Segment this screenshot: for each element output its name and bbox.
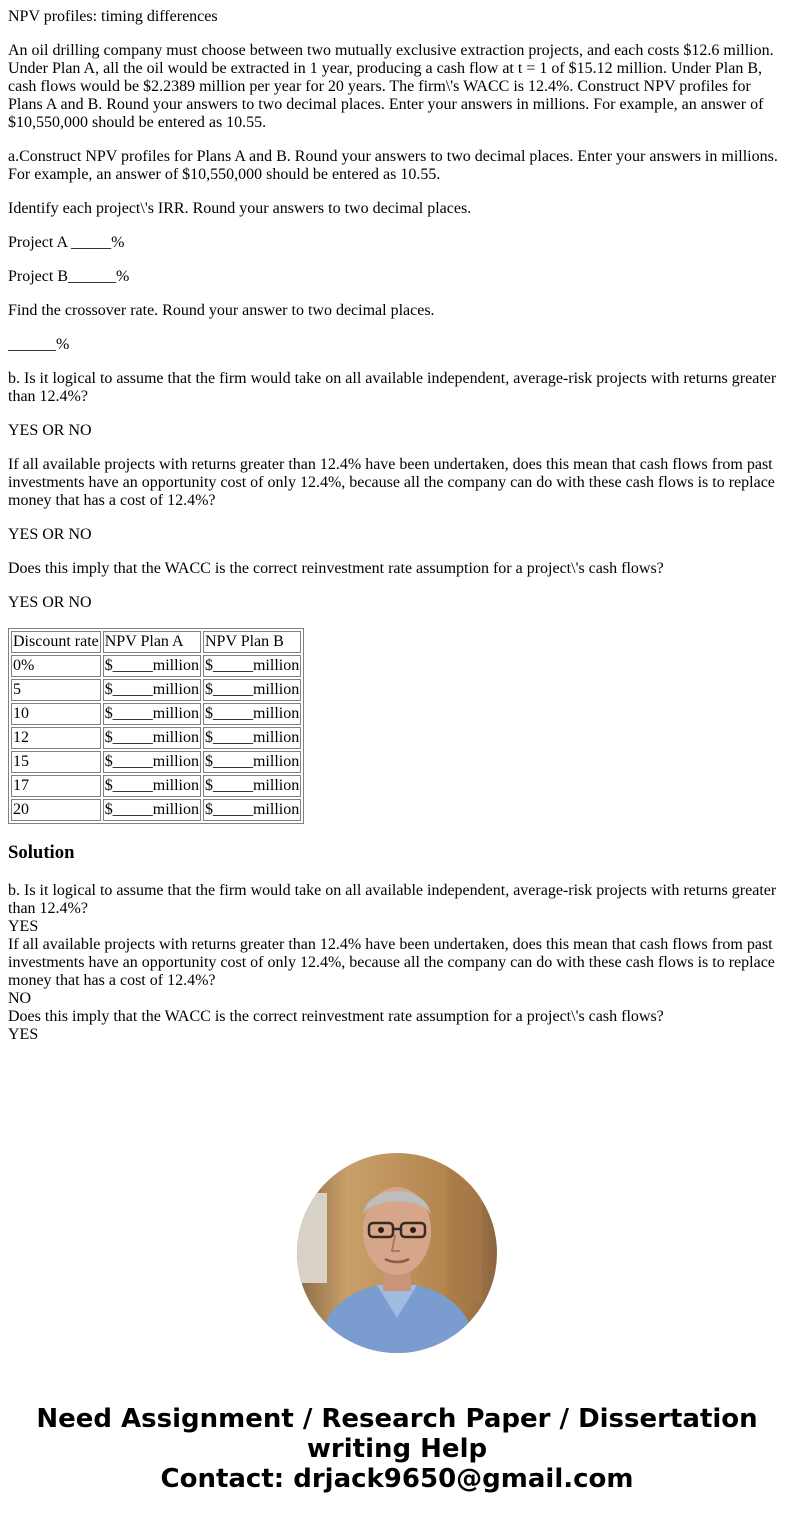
header-discount-rate: Discount rate	[11, 631, 101, 653]
yes-or-no-2: YES OR NO	[8, 526, 92, 543]
solution-block	[8, 882, 786, 1044]
npv-table	[8, 628, 304, 824]
npv-b-cell: $_____million	[203, 775, 301, 797]
solution-question-1: b. Is it logical to assume that the firm would take on all available independent, average-risk projects with returns greater than 12.4%?	[8, 882, 777, 917]
yes-or-no-3: YES OR NO	[8, 594, 92, 611]
npv-a-cell: $_____million	[103, 703, 201, 725]
rate-cell: 20	[11, 799, 101, 821]
table-row	[11, 799, 301, 821]
npv-b-cell: $_____million	[203, 727, 301, 749]
solution-heading: Solution	[8, 842, 75, 863]
table-row	[11, 655, 301, 677]
promo-line-1: Need Assignment / Research Paper / Dissertation writing Help	[36, 1404, 758, 1464]
npv-a-cell: $_____million	[103, 799, 201, 821]
rate-cell: 17	[11, 775, 101, 797]
tutor-avatar	[297, 1153, 497, 1353]
rate-cell: 15	[11, 751, 101, 773]
npv-a-cell: $_____million	[103, 655, 201, 677]
npv-a-cell: $_____million	[103, 775, 201, 797]
promo-contact: Contact: drjack9650@gmail.com	[160, 1464, 634, 1494]
yes-or-no-1: YES OR NO	[8, 422, 92, 439]
rate-cell: 5	[11, 679, 101, 701]
part-b-question-2: If all available projects with returns greater than 12.4% have been undertaken, does this mean that cash flows from past investments have an opportunity cost of only 12.4%, because all the company can do with these cash flows is to replace money that has a cost of 12.4%?	[8, 456, 775, 509]
tutor-portrait-icon	[297, 1153, 497, 1353]
npv-a-cell: $_____million	[103, 727, 201, 749]
crossover-blank: ______%	[8, 336, 70, 353]
table-header-row	[11, 631, 301, 653]
solution-question-2: If all available projects with returns greater than 12.4% have been undertaken, does this mean that cash flows from past investments have an opportunity cost of only 12.4%, because all the company can do with these cash flows is to replace money that has a cost of 12.4%?	[8, 936, 775, 989]
crossover-prompt: Find the crossover rate. Round your answer to two decimal places.	[8, 302, 435, 319]
npv-b-cell: $_____million	[203, 655, 301, 677]
rate-cell: 12	[11, 727, 101, 749]
header-npv-plan-a: NPV Plan A	[103, 631, 201, 653]
npv-b-cell: $_____million	[203, 679, 301, 701]
irr-prompt: Identify each project\'s IRR. Round your answers to two decimal places.	[8, 200, 472, 217]
part-a-text: a.Construct NPV profiles for Plans A and B. Round your answers to two decimal places. Enter your answers in millions. For example, an answer of $10,550,000 should be entered as 10.55.	[8, 148, 778, 183]
table-row	[11, 703, 301, 725]
npv-b-cell: $_____million	[203, 799, 301, 821]
npv-a-cell: $_____million	[103, 679, 201, 701]
solution-answer-2: NO	[8, 990, 32, 1007]
promo-banner	[0, 1404, 794, 1494]
solution-answer-1: YES	[8, 918, 39, 935]
table-row	[11, 679, 301, 701]
part-b-question-3: Does this imply that the WACC is the correct reinvestment rate assumption for a project\'s cash flows?	[8, 560, 664, 577]
npv-a-cell: $_____million	[103, 751, 201, 773]
rate-cell: 10	[11, 703, 101, 725]
header-npv-plan-b: NPV Plan B	[203, 631, 301, 653]
table-row	[11, 775, 301, 797]
table-row	[11, 727, 301, 749]
rate-cell: 0%	[11, 655, 101, 677]
npv-b-cell: $_____million	[203, 703, 301, 725]
project-b-blank: Project B______%	[8, 268, 130, 285]
question-title: NPV profiles: timing differences	[8, 8, 218, 25]
table-row	[11, 751, 301, 773]
npv-b-cell: $_____million	[203, 751, 301, 773]
project-a-blank: Project A _____%	[8, 234, 125, 251]
solution-question-3: Does this imply that the WACC is the correct reinvestment rate assumption for a project\'s cash flows?	[8, 1008, 664, 1025]
question-intro: An oil drilling company must choose between two mutually exclusive extraction projects, and each costs $12.6 million. Under Plan A, all the oil would be extracted in 1 year, producing a cash flow at t = 1 of $15.12 million. Under Plan B, cash flows would be $2.2389 million per year for 20 years. The firm\'s WACC is 12.4%. Construct NPV profiles for Plans A and B. Round your answers to two decimal places. Enter your answers in millions. For example, an answer of $10,550,000 should be entered as 10.55.	[8, 42, 774, 131]
solution-answer-3: YES	[8, 1026, 39, 1043]
part-b-question-1: b. Is it logical to assume that the firm would take on all available independent, average-risk projects with returns greater than 12.4%?	[8, 370, 777, 405]
